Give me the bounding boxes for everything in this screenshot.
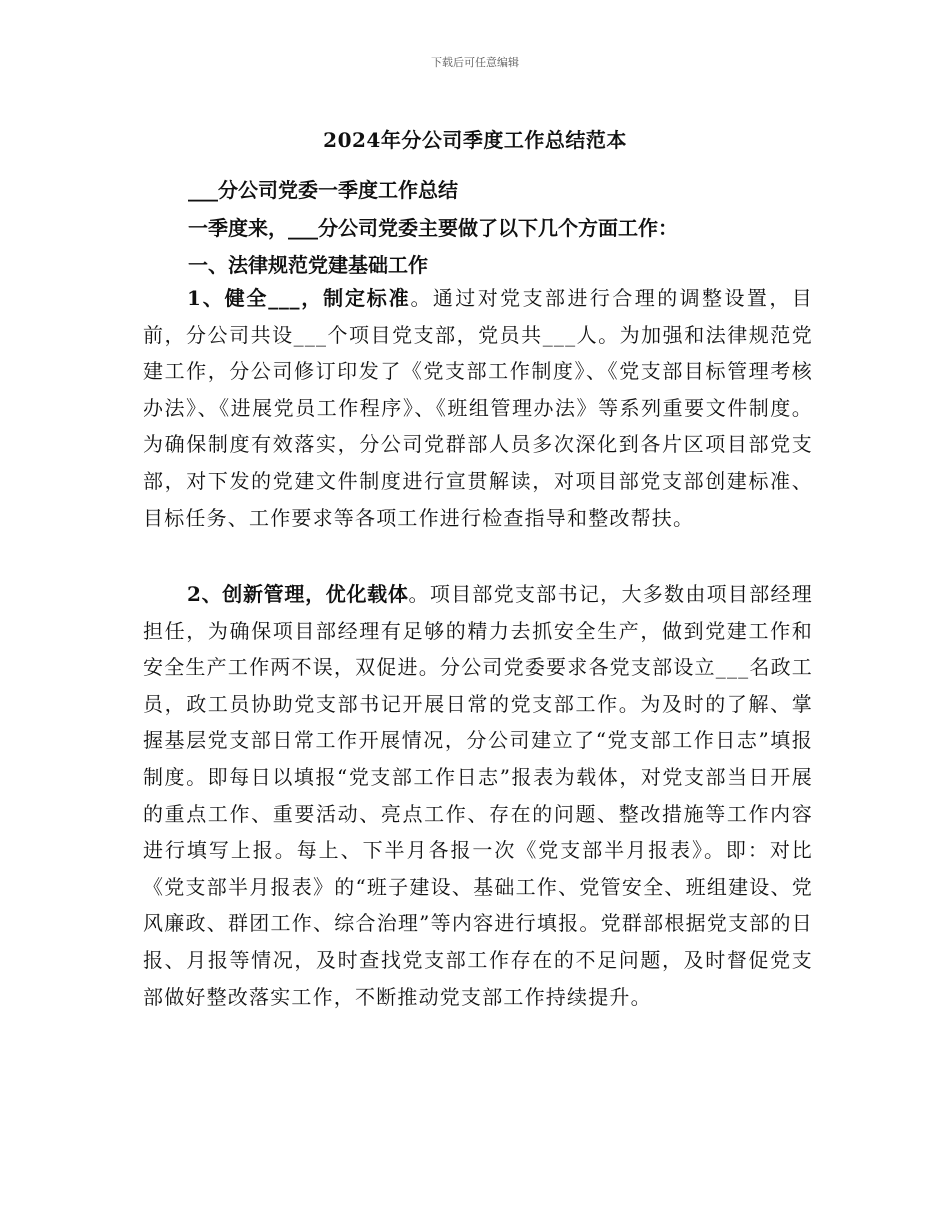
paragraph-1-lead: 1、健全___，制定标准 — [187, 286, 411, 310]
paragraph-2-body: 。项目部党支部书记，大多数由项目部经理担任，为确保项目部经理有足够的精力去抓安全生产，做到党建工作和安全生产工作两不误，双促进。分公司党委要求各党支部设立___名政工员，政工员协助党支部书记开展日常的党支部工作。为及时的了解、掌握基层党支部日常工作开展情况，分公司建立了“党支部工作日志”填报制度。即每日以填报“党支部工作日志”报表为载体，对党支部当日开展的重点工作、重要活动、亮点工作、存在的问题、整改措施等工作内容进行填写上报。每上、下半月各报一次《党支部半月报表》。即：对比《党支部半月报表》的“班子建设、基础工作、党管安全、班组建设、党风廉政、群团工作、综合治理”等内容进行填报。党群部根据党支部的日报、月报等情况，及时查找党支部工作存在的不足问题，及时督促党支部做好整改落实工作，不断推动党支部工作持续提升。 — [143, 582, 813, 1009]
paragraph-2-lead: 2、创新管理，优化载体 — [187, 582, 409, 606]
download-watermark: 下载后可任意编辑 — [431, 56, 519, 69]
paragraph-1 — [143, 280, 813, 536]
section-heading-1: 一、法律规范党建基础工作 — [188, 253, 428, 277]
document-subtitle: ___分公司党委一季度工作总结 — [188, 178, 458, 202]
document-title: 2024年分公司季度工作总结范本 — [323, 128, 627, 152]
paragraph-1-body: 。通过对党支部进行合理的调整设置，目前，分公司共设___个项目党支部，党员共___人。为加强和法律规范党建工作，分公司修订印发了《党支部工作制度》、《党支部目标管理考核办法》、《进展党员工作程序》、《班组管理办法》等系列重要文件制度。为确保制度有效落实，分公司党群部人员多次深化到各片区项目部党支部，对下发的党建文件制度进行宣贯解读，对项目部党支部创建标准、目标任务、工作要求等各项工作进行检查指导和整改帮扶。 — [143, 286, 813, 530]
paragraph-2 — [143, 576, 813, 1015]
intro-line: 一季度来，___分公司党委主要做了以下几个方面工作： — [188, 216, 678, 240]
